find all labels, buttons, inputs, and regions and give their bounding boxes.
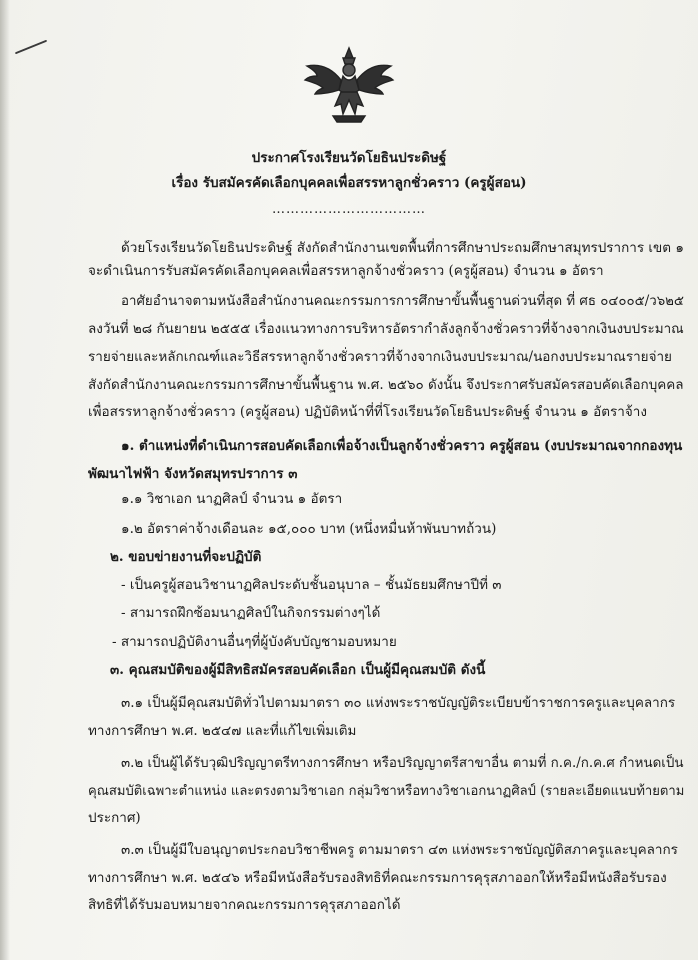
section-2-bullet-3: - สามารถปฏิบัติงานอื่นๆที่ผู้บังคับบัญชามอบหมาย xyxy=(112,634,397,650)
paragraph-2-line-2: ลงวันที่ ๒๘ กันยายน ๒๕๕๕ เรื่องแนวทางการบริหารอัตรากำลังลูกจ้างชั่วคราวที่จ้างจากเงินงบประมาณ xyxy=(88,321,684,337)
section-3-3-line-1: ๓.๓ เป็นผู้มีใบอนุญาตประกอบวิชาชีพครู ตามมาตรา ๔๓ แห่งพระราชบัญญัติสภาครูและบุคลากร xyxy=(121,842,678,858)
separator-dots: …………………………… xyxy=(272,202,426,217)
paragraph-2-line-1: อาศัยอำนาจตามหนังสือสำนักงานคณะกรรมการการศึกษาขั้นพื้นฐานด่วนที่สุด ที่ ศธ ๐๔๐๐๕/ว๖๒๕ xyxy=(121,293,685,309)
paragraph-2-line-3: รายจ่ายและหลักเกณฑ์และวิธีสรรหาลูกจ้างชั่วคราวที่จ้างจากเงินงบประมาณ/นอกงบประมาณรายจ่าย xyxy=(88,349,672,365)
paragraph-2-line-4: สังกัดสำนักงานคณะกรรมการศึกษาขั้นพื้นฐาน พ.ศ. ๒๕๖๐ ดังนั้น จึงประกาศรับสมัครสอบคัดเลือกบุคคล xyxy=(88,377,684,393)
section-2-bullet-2: - สามารถฝึกซ้อมนาฏศิลป์ในกิจกรรมต่างๆได้ xyxy=(121,605,381,621)
section-2-title: ๒. ขอบข่ายงานที่จะปฏิบัติ xyxy=(110,549,262,565)
garuda-emblem-icon xyxy=(303,46,395,128)
section-1-item-1: ๑.๑ วิชาเอก นาฏศิลป์ จำนวน ๑ อัตรา xyxy=(121,491,343,507)
section-3-title: ๓. คุณสมบัติของผู้มีสิทธิสมัครสอบคัดเลือก เป็นผู้มีคุณสมบัติ ดังนี้ xyxy=(110,662,486,678)
section-3-1-line-2: ทางการศึกษา พ.ศ. ๒๕๔๗ และที่แก้ไขเพิ่มเติม xyxy=(88,723,357,739)
section-1-item-2: ๑.๒ อัตราค่าจ้างเดือนละ ๑๕,๐๐๐ บาท (หนึ่งหมื่นห้าพันบาทถ้วน) xyxy=(121,521,497,537)
section-3-2-line-3: ประกาศ) xyxy=(88,810,141,826)
section-1-line-2: พัฒนาไฟฟ้า จังหวัดสมุทรปราการ ๓ xyxy=(88,466,298,482)
section-2-bullet-1: - เป็นครูผู้สอนวิชานาฏศิลประดับชั้นอนุบาล – ชั้นมัธยมศึกษาปีที่ ๓ xyxy=(121,577,502,593)
document-title: ประกาศโรงเรียนวัดโยธินประดิษฐ์ xyxy=(251,150,447,166)
section-3-2-line-1: ๓.๒ เป็นผู้ได้รับวุฒิปริญญาตรีทางการศึกษา หรือปริญญาตรีสาขาอื่น ตามที่ ก.ค./ก.ค.ศ กำหนดเป็น xyxy=(121,755,684,771)
paragraph-2-line-5: เพื่อสรรหาลูกจ้างชั่วคราว (ครูผู้สอน) ปฏิบัติหน้าที่ที่โรงเรียนวัดโยธินประดิษฐ์ จำนวน ๑ อัตราจ้าง xyxy=(88,404,647,420)
document-subject: เรื่อง รับสมัครคัดเลือกบุคคลเพื่อสรรหาลูกชั่วคราว (ครูผู้สอน) xyxy=(171,175,527,191)
section-3-3-line-3: สิทธิที่ได้รับมอบหมายจากคณะกรรมการคุรุสภาออกได้ xyxy=(88,897,401,913)
scan-edge-shadow xyxy=(0,0,10,960)
pen-mark xyxy=(15,40,47,55)
section-3-2-line-2: คุณสมบัติเฉพาะตำแหน่ง และตรงตามวิชาเอก กลุ่มวิชาหรือทางวิชาเอกนาฏศิลป์ (รายละเอียดแนบท้ายตาม xyxy=(88,783,685,799)
section-3-3-line-2: ทางการศึกษา พ.ศ. ๒๕๔๖ หรือมีหนังสือรับรองสิทธิที่คณะกรรมการคุรุสภาออกให้หรือมีหนังสือรับรอง xyxy=(88,870,667,886)
section-1-line-1: ๑. ตำแหน่งที่ดำเนินการสอบคัดเลือกเพื่อจ้างเป็นลูกจ้างชั่วคราว ครูผู้สอน (งบประมาณจากกองทุน xyxy=(121,438,683,454)
paragraph-1-line-1: ด้วยโรงเรียนวัดโยธินประดิษฐ์ สังกัดสำนักงานเขตพื้นที่การศึกษาประถมศึกษาสมุทรปราการ เขต ๑ xyxy=(121,240,684,256)
section-3-1-line-1: ๓.๑ เป็นผู้มีคุณสมบัติทั่วไปตามมาตรา ๓๐ แห่งพระราชบัญญัติระเบียบข้าราชการครูและบุคลากร xyxy=(121,695,676,711)
paragraph-1-line-2: จะดำเนินการรับสมัครคัดเลือกบุคคลเพื่อสรรหาลูกจ้างชั่วคราว (ครูผู้สอน) จำนวน ๑ อัตรา xyxy=(88,263,604,279)
